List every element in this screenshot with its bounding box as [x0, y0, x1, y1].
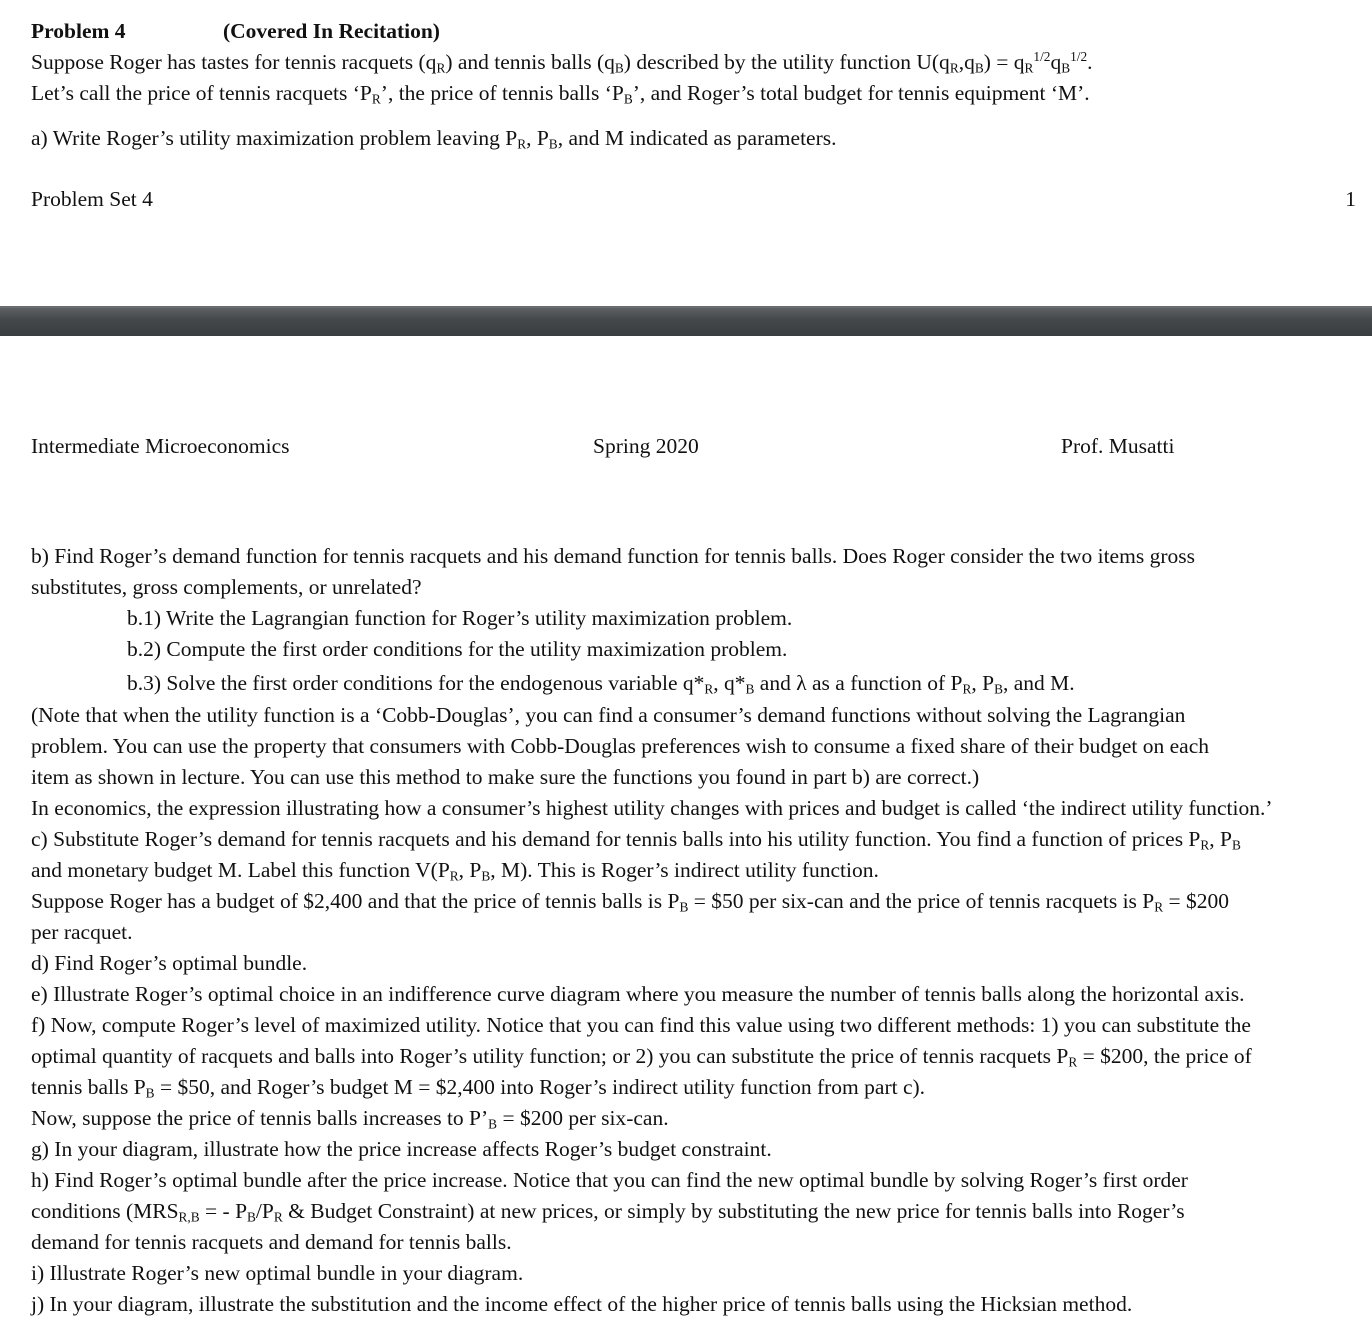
part-f-line-3: tennis balls $P_B$ = $50, and Roger’s budget M = $2,400 into Roger’s indirect utility function from part c).: [31, 1075, 926, 1101]
budget-line-1: Suppose Roger has a budget of $2,400 and that the price of tennis balls is $P_B$ = $50 per six-can and the price of tennis racquets is $P_R$ = $200: [31, 889, 1230, 915]
page-2: [0, 336, 1372, 1344]
part-g: g) In your diagram, illustrate how the price increase affects Roger’s budget constraint.: [31, 1137, 772, 1161]
problem-label: Problem 4: [31, 19, 126, 43]
footer-left: Problem Set 4: [31, 187, 153, 211]
part-b2: b.2) Compute the first order conditions for the utility maximization problem.: [127, 637, 788, 661]
part-d: d) Find Roger’s optimal bundle.: [31, 951, 308, 975]
note-line-2: problem. You can use the property that consumers with Cobb-Douglas preferences wish to consume a fixed share of their budget on each: [31, 734, 1210, 758]
part-b3: b.3) Solve the first order conditions for the endogenous variable $q*_R$, $q*_B$ and λ as a function of $P_R$, $P_B$, and M.: [127, 671, 1075, 697]
header-term: Spring 2020: [593, 434, 699, 458]
part-b-line-2: substitutes, gross complements, or unrelated?: [31, 575, 422, 599]
part-c-line-2: and monetary budget M. Label this function $V(P_R$, $P_B$, M). This is Roger’s indirect utility function.: [31, 858, 879, 884]
part-f-line-2: optimal quantity of racquets and balls into Roger’s utility function; or 2) you can substitute the price of tennis racquets $P_R$ = $200, the price of: [31, 1044, 1252, 1070]
header-course: Intermediate Microeconomics: [31, 434, 290, 458]
part-a: a) Write Roger’s utility maximization problem leaving $P_R$, $P_B$, and M indicated as parameters.: [31, 126, 837, 152]
part-h-line-3: demand for tennis racquets and demand for tennis balls.: [31, 1230, 512, 1254]
part-i: i) Illustrate Roger’s new optimal bundle in your diagram.: [31, 1261, 524, 1285]
note-line-3: item as shown in lecture. You can use this method to make sure the functions you found in part b) are correct.): [31, 765, 980, 789]
note-line-1: (Note that when the utility function is a ‘Cobb-Douglas’, you can find a consumer’s demand functions without solving the Lagrangian: [31, 703, 1186, 727]
indirect-utility-line: In economics, the expression illustrating how a consumer’s highest utility changes with prices and budget is called ‘the indirect utility function.’: [31, 796, 1273, 820]
page-separator: [0, 306, 1372, 336]
part-h-line-2: conditions ($MRS_{R,B}$ = - $P_B/P_R$ & Budget Constraint) at new prices, or simply by substituting the new price for tennis balls into Roger’s: [31, 1199, 1185, 1225]
header-prof: Prof. Musatti: [1061, 434, 1175, 458]
part-b1: b.1) Write the Lagrangian function for Roger’s utility maximization problem.: [127, 606, 793, 630]
budget-line-2: per racquet.: [31, 920, 133, 944]
price-increase-line: Now, suppose the price of tennis balls increases to $P’_B$ = $200 per six-can.: [31, 1106, 669, 1132]
part-b-line-1: b) Find Roger’s demand function for tennis racquets and his demand function for tennis balls. Does Roger consider the two items gross: [31, 544, 1195, 568]
intro-line-1: Suppose Roger has tastes for tennis racquets $(q_R)$ and tennis balls $(q_B)$ described by the utility function $U(q_R,q_B) = q_R^{1/2}q_B^{1/2}$.: [31, 49, 1093, 76]
part-c-line-1: c) Substitute Roger’s demand for tennis racquets and his demand for tennis balls into his utility function. You find a function of prices $P_R$, $P_B$: [31, 827, 1241, 853]
intro-line-2: Let’s call the price of tennis racquets ‘$P_R$’, the price of tennis balls ‘$P_B$’, and Roger’s total budget for tennis equipment ‘M’.: [31, 81, 1090, 107]
covered-note: (Covered In Recitation): [223, 19, 440, 43]
part-e: e) Illustrate Roger’s optimal choice in an indifference curve diagram where you measure the number of tennis balls along the horizontal axis.: [31, 982, 1245, 1006]
page-number: 1: [1345, 187, 1356, 211]
part-j: j) In your diagram, illustrate the substitution and the income effect of the higher price of tennis balls using the Hicksian method.: [31, 1292, 1133, 1316]
page-1: [0, 0, 1372, 306]
problem-heading: [31, 16, 440, 46]
part-h-line-1: h) Find Roger’s optimal bundle after the price increase. Notice that you can find the new optimal bundle by solving Roger’s first order: [31, 1168, 1188, 1192]
part-f-line-1: f) Now, compute Roger’s level of maximized utility. Notice that you can find this value using two different methods: 1) you can substitute the: [31, 1013, 1251, 1037]
